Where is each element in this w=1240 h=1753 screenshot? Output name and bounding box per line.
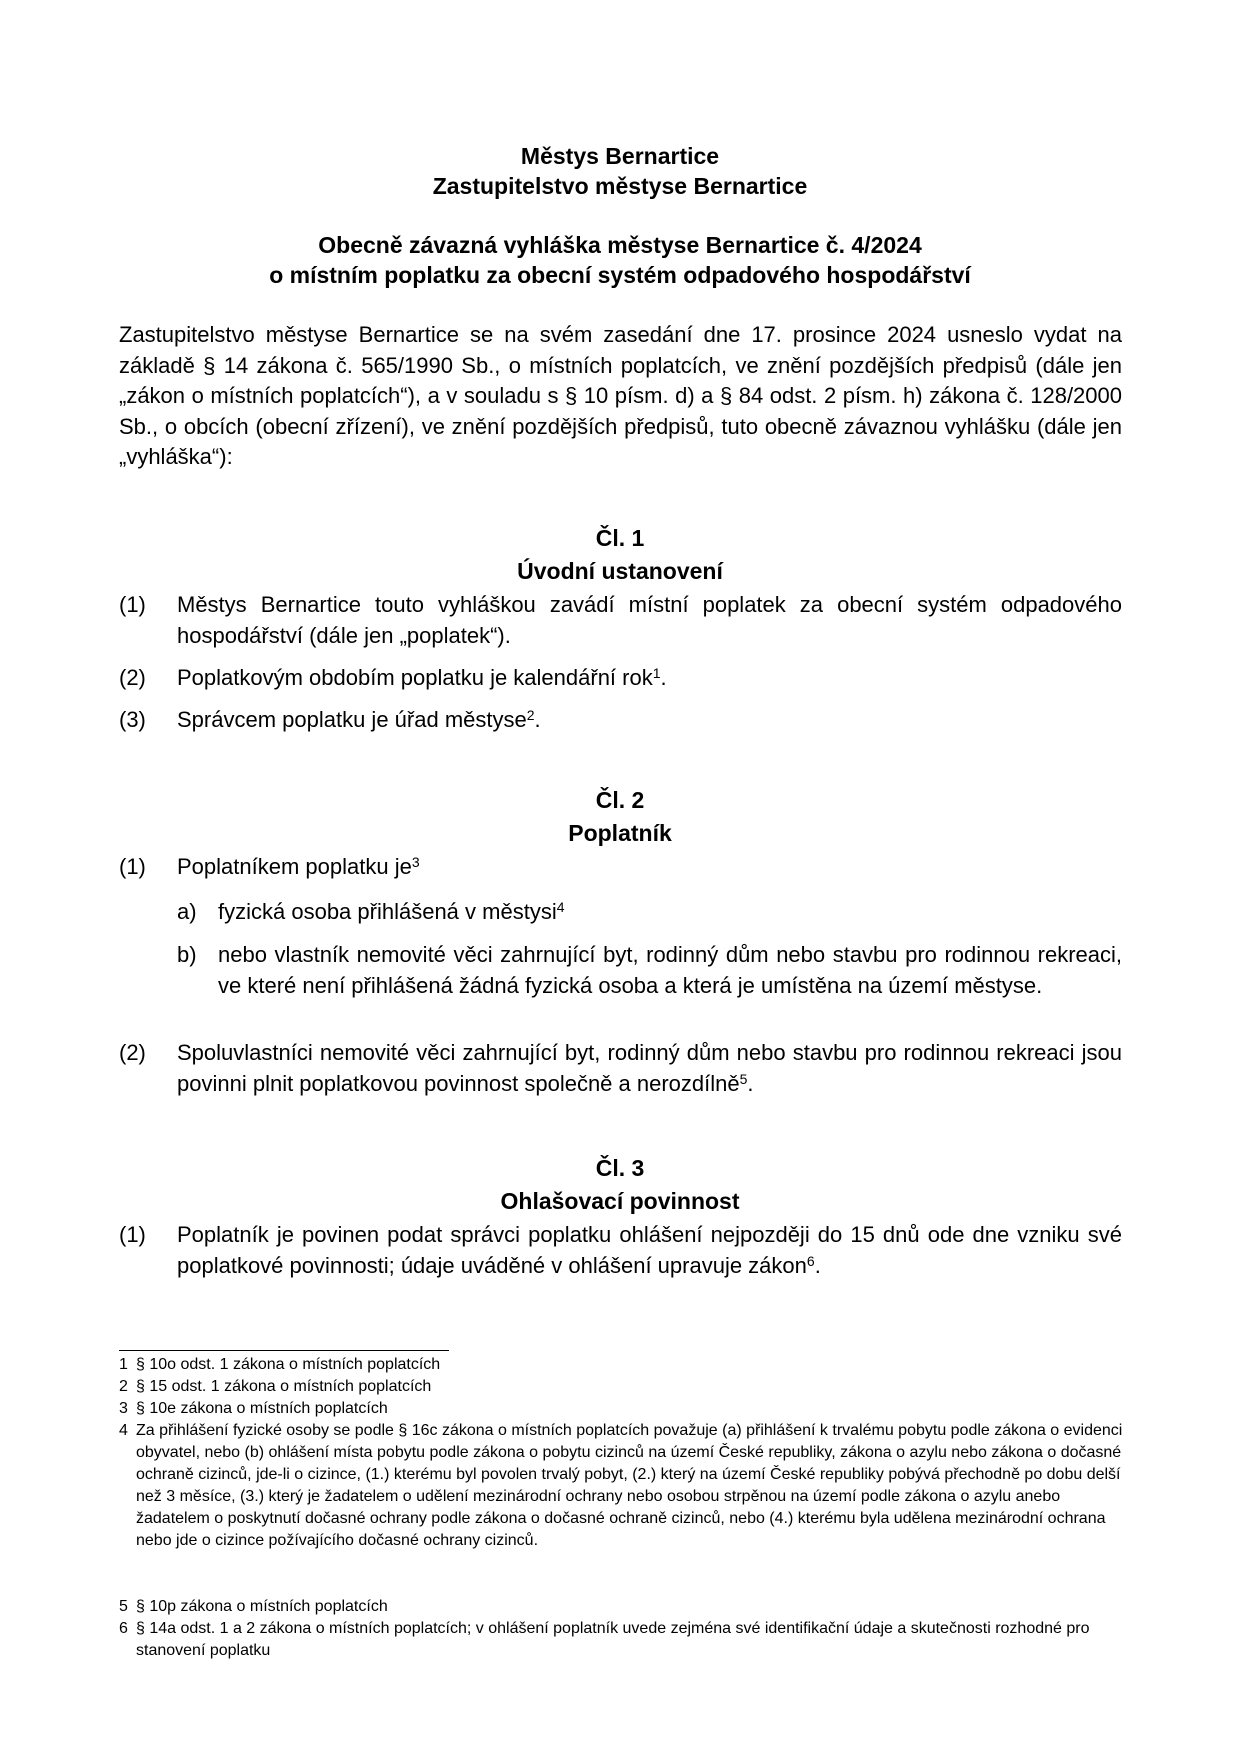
article-2-heading: [0, 784, 1240, 850]
document-header: [0, 141, 1240, 201]
paragraph-number: (3): [119, 707, 146, 732]
article-1-heading: [0, 522, 1240, 588]
paragraph-number: (1): [119, 1222, 146, 1247]
article-2-paragraph-1: [119, 852, 1122, 883]
article-title: Úvodní ustanovení: [517, 558, 723, 584]
footnote-separator: [119, 1350, 449, 1351]
footnote-5: 5 § 10p zákona o místních poplatcích: [119, 1598, 388, 1615]
footnote-ref: 2: [526, 707, 535, 723]
footnote-ref: 6: [806, 1252, 815, 1269]
article-1-paragraph-3: [119, 705, 1122, 736]
ordinance-title: Obecně závazná vyhláška městyse Bernartice č. 4/2024: [318, 232, 922, 258]
footnote-ref: 4: [556, 899, 565, 915]
footnote-ref: 1: [652, 665, 661, 681]
municipality-name: Městys Bernartice: [520, 143, 720, 169]
footnote-ref: 5: [739, 1070, 748, 1087]
item-text: fyzická osoba přihlášená v městysi$^4$: [218, 899, 565, 924]
paragraph-number: (1): [119, 592, 146, 617]
article-2-item-a: [177, 897, 1122, 928]
item-text: nebo vlastník nemovité věci zahrnující byt, rodinný dům nebo stavbu pro rodinnou rekreaci, ve které není přihlášená žádná fyzická osoba a která je umístěna na území městyse.: [218, 942, 1122, 998]
footnote-ref: 3: [411, 854, 420, 870]
intro-paragraph: Zastupitelstvo městyse Bernartice se na svém zasedání dne 17. prosince 2024 usneslo vydat na základě § 14 zákona č. 565/1990 Sb., o místních poplatcích, ve znění pozdějších předpisů (dále jen „zákon o místních poplatcích“), a v souladu s § 10 písm. d) a § 84 odst. 2 písm. h) zákona č. 128/2000 Sb., o obcích (obecní zřízení), ve znění pozdějších předpisů, tuto obecně závaznou vyhlášku (dále jen „vyhláška“):: [119, 322, 1122, 469]
footnote-1: 1 § 10o odst. 1 zákona o místních poplatcích: [119, 1356, 441, 1373]
article-title: Poplatník: [568, 820, 672, 846]
article-title: Ohlašovací povinnost: [500, 1188, 740, 1214]
article-number: Čl. 1: [595, 525, 645, 551]
article-3-heading: [0, 1152, 1240, 1218]
article-1-paragraph-2: [119, 663, 1122, 694]
article-2-item-b: [177, 940, 1122, 1001]
footnote-3: 3 § 10e zákona o místních poplatcích: [119, 1400, 388, 1417]
paragraph-number: (2): [119, 665, 146, 690]
footnote-6: 6 § 14a odst. 1 a 2 zákona o místních poplatcích; v ohlášení poplatník uvede zejména své identifikační údaje a skutečnosti rozhodné pro stanovení poplatku: [119, 1620, 1090, 1659]
paragraph-text: Poplatkovým obdobím poplatku je kalendářní rok$^1$.: [177, 665, 667, 690]
paragraph-text: Městys Bernartice touto vyhláškou zavádí místní poplatek za obecní systém odpadového hospodářství (dále jen „poplatek“).: [177, 592, 1122, 648]
article-3-paragraph-1: [119, 1220, 1122, 1281]
article-1-paragraph-1: [119, 590, 1122, 651]
paragraph-text: Správcem poplatku je úřad městyse$^2$.: [177, 707, 541, 732]
footnote-4: 4 Za přihlášení fyzické osoby se podle § 16c zákona o místních poplatcích považuje (a) přihlášení k trvalému pobytu podle zákona o evidenci obyvatel, nebo (b) ohlášení místa pobytu podle zákona o pobytu cizinců na území České republiky, zákona o azylu nebo zákona o dočasné ochraně cizinců, jde-li o cizince, (1.) kterému byl povolen trvalý pobyt, (2.) který na území České republiky pobývá přechodně po dobu delší než 3 měsíce, (3.) který je žadatelem o udělení mezinárodní ochrany nebo osobou strpěnou na území podle zákona o azylu anebo žadatelem o poskytnutí dočasné ochrany podle zákona o dočasné ochraně cizinců, nebo (4.) kterému byla udělena mezinárodní ochrana nebo jde o cizince požívajícího dočasné ochrany cizinců.: [119, 1422, 1123, 1549]
council-name: Zastupitelstvo městyse Bernartice: [432, 173, 808, 199]
footnote-2: 2 § 15 odst. 1 zákona o místních poplatcích: [119, 1378, 432, 1395]
paragraph-number: (1): [119, 854, 146, 879]
article-number: Čl. 2: [595, 787, 645, 813]
paragraph-text: Poplatník je povinen podat správci poplatku ohlášení nejpozději do 15 dnů ode dne vzniku své poplatkové povinnosti; údaje uváděné v ohlášení upravuje zákon$^6$.: [177, 1222, 1122, 1278]
document-title: [0, 230, 1240, 290]
ordinance-subtitle: o místním poplatku za obecní systém odpadového hospodářství: [269, 262, 971, 288]
article-number: Čl. 3: [595, 1155, 645, 1181]
paragraph-text: Spoluvlastníci nemovité věci zahrnující byt, rodinný dům nebo stavbu pro rodinnou rekreaci jsou povinni plnit poplatkovou povinnost společně a nerozdílně$^5$.: [177, 1040, 1122, 1096]
paragraph-number: (2): [119, 1040, 146, 1065]
item-letter: a): [177, 899, 197, 924]
paragraph-text: Poplatníkem poplatku $je^3$: [177, 854, 420, 879]
item-letter: b): [177, 942, 197, 967]
article-2-paragraph-2: [119, 1038, 1122, 1099]
